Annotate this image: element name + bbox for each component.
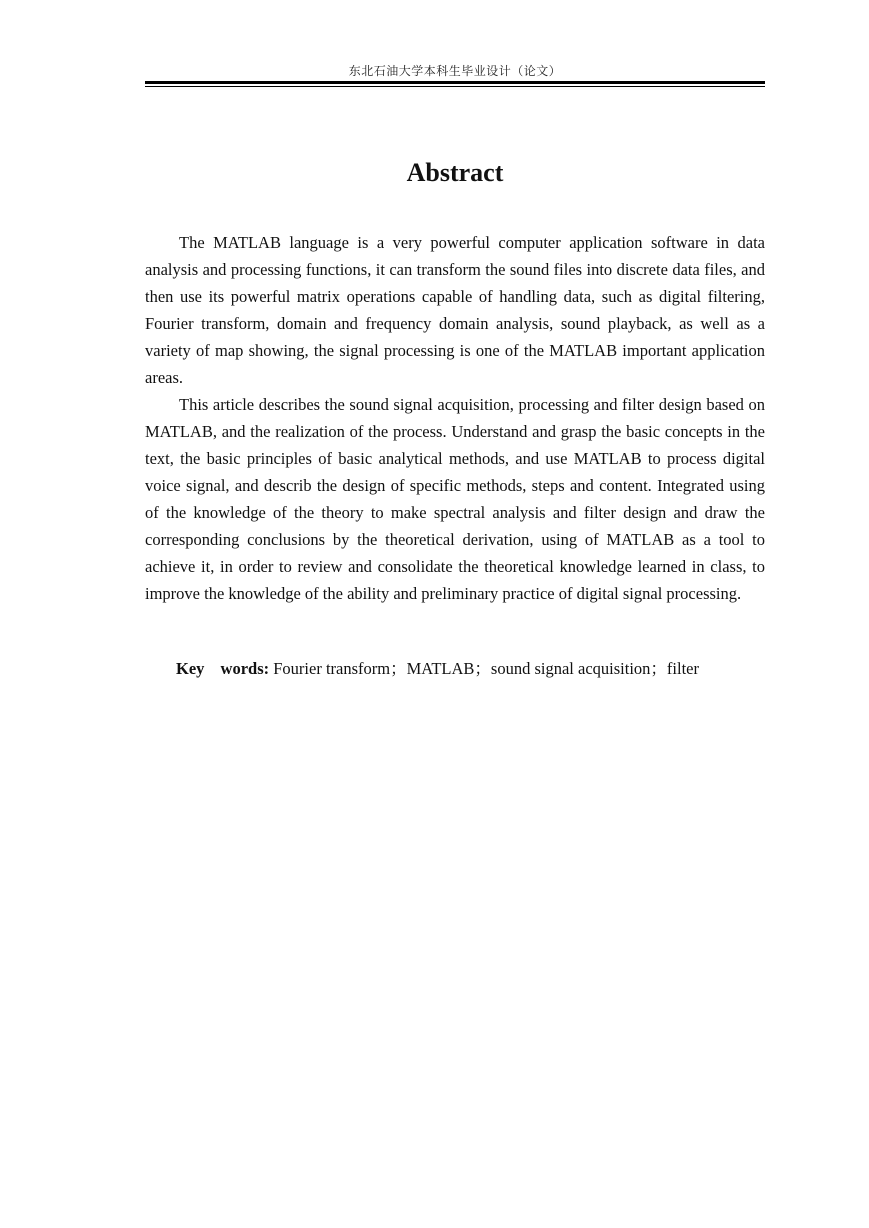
header-rule-thick bbox=[145, 81, 765, 84]
running-header: 东北石油大学本科生毕业设计（论文） bbox=[348, 64, 562, 78]
abstract-paragraph-2: This article describes the sound signal acquisition, processing and filter design based on MATLAB, and the realization of the process. Understand and grasp the basic concepts in the text, the basic principles of basic analytical methods, and use MATLAB to process digital voice signal, and describ the design of specific methods, steps and content. Integrated using of the knowledge of the theory to make spectral analysis and filter design and draw the corresponding conclusions by the theoretical derivation, using of MATLAB as a tool to achieve it, in order to review and consolidate the theoretical knowledge learned in class, to improve the knowledge of the ability and preliminary practice of digital signal processing. bbox=[145, 395, 765, 603]
abstract-paragraph-1: The MATLAB language is a very powerful computer application software in data analysis and processing functions, it can transform the sound files into discrete data files, and then use its powerful matrix operations capable of handling data, such as digital filtering, Fourier transform, domain and frequency domain analysis, sound playback, as well as a variety of map showing, the signal processing is one of the MATLAB important application areas. bbox=[145, 233, 765, 387]
header-rule-thin bbox=[145, 86, 765, 87]
keywords-list: Fourier transform；MATLAB；sound signal acquisition；filter bbox=[273, 659, 699, 678]
keywords-label: Key words: bbox=[176, 659, 270, 678]
abstract-body bbox=[145, 229, 765, 607]
keywords-line bbox=[176, 657, 776, 681]
abstract-title: Abstract bbox=[406, 158, 504, 187]
